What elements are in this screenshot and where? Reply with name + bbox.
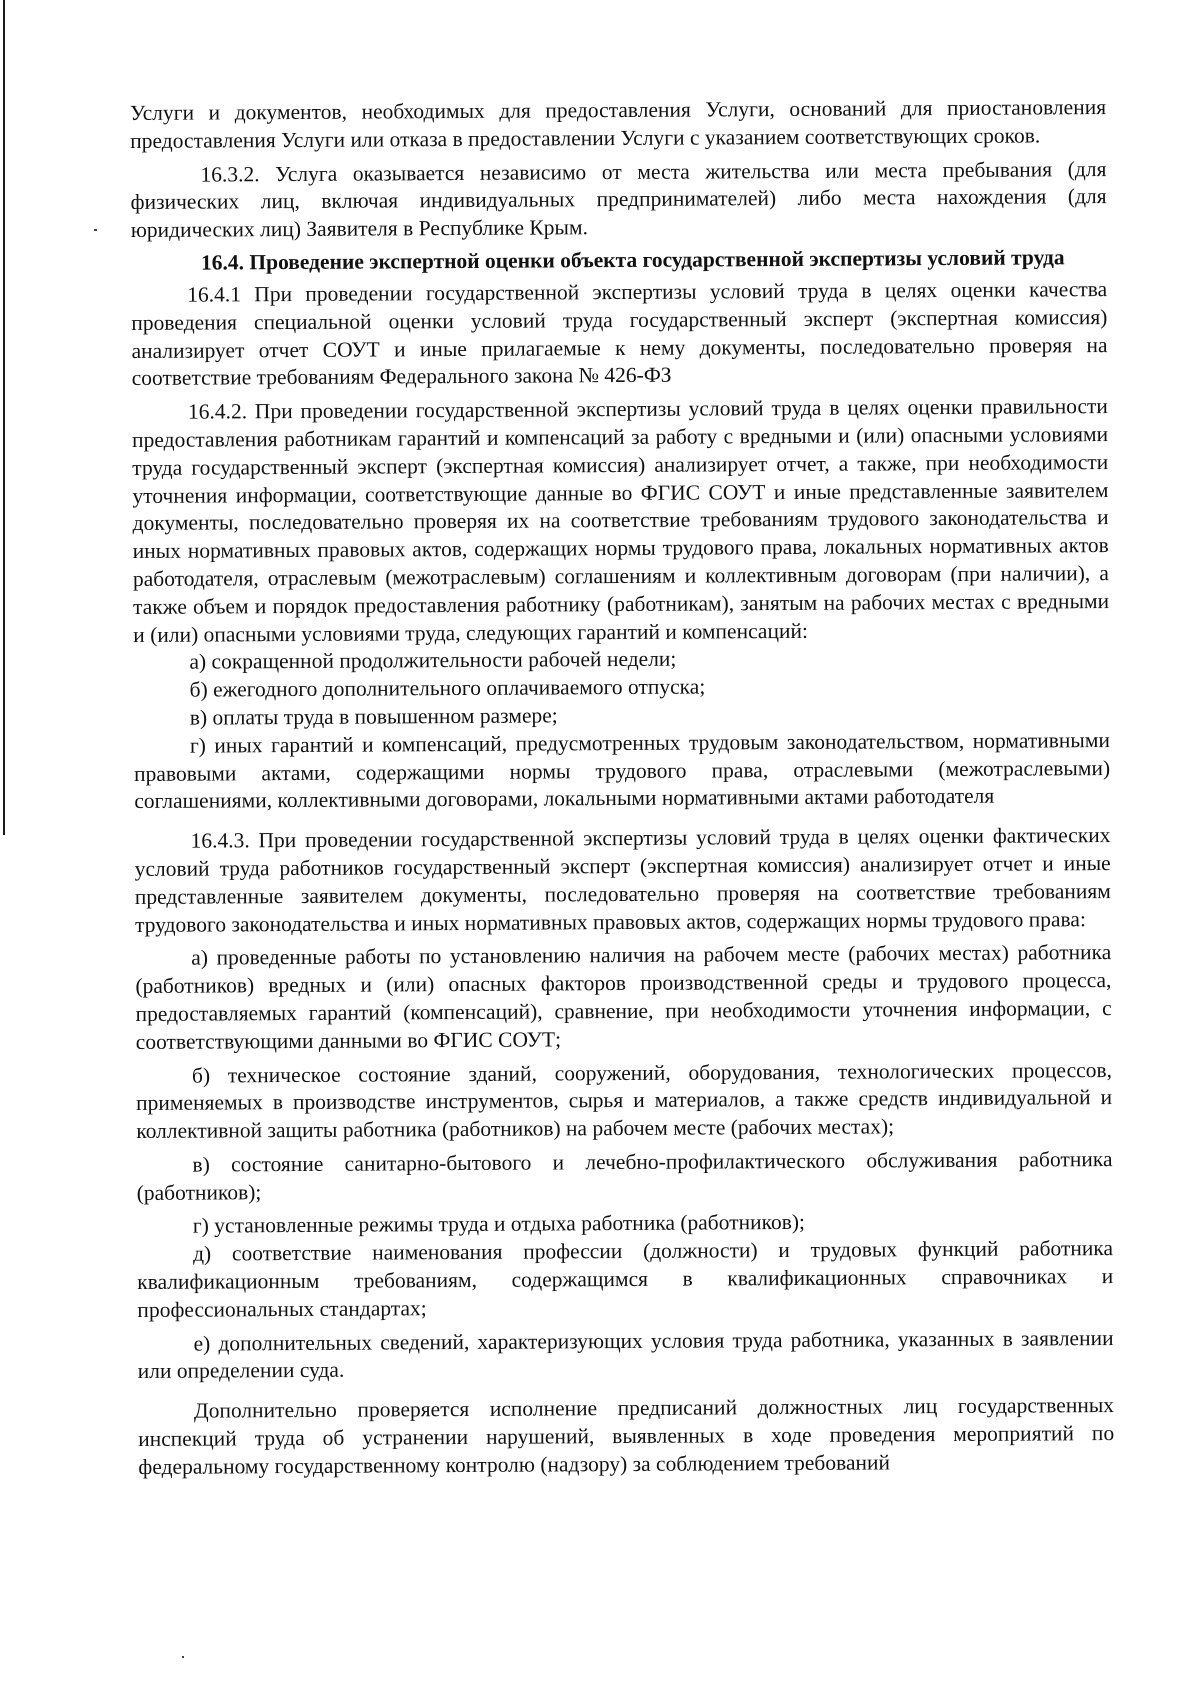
list-item-16-4-3-e: е) дополнительных сведений, характеризующих условия труда работника, указанных в заявлении или определении суда. (137, 1325, 1114, 1384)
paragraph-16-4-1: 16.4.1 При проведении государственной экспертизы условий труда в целях оценки качества проведения специальной оценки условий труда государственный эксперт (экспертная комиссия) анализирует отчет СОУТ и иные прилагаемые к нему документы, последовательно проверяя на соответствие требованиям Федерального закона № 426-ФЗ (131, 277, 1108, 391)
scan-speck (94, 229, 97, 231)
paragraph-16-4-2: 16.4.2. При проведении государственной экспертизы условий труда в целях оценки правильности предоставления работникам гарантий и компенсаций за работу с вредными и (или) опасными условиями труда государственный эксперт (экспертная комиссия) анализирует отчет, а также, при необходимости уточнения информации, соответствующие данные во ФГИС СОУТ и иные представленные заявителем документы, последовательно проверяя их на соответствие требованиям трудового законодательства и иных нормативных правовых актов, содержащих нормы трудового права, локальных нормативных актов работодателя, отраслевым (межотраслевым) соглашениям и коллективным договорам (при наличии), а также объем и порядок предоставления работнику (работникам), занятым на рабочих местах с вредными и (или) опасными условиями труда, следующих гарантий и компенсаций: (132, 394, 1110, 647)
scan-left-edge-line (3, 0, 5, 835)
list-item-16-4-3-b: б) техническое состояние зданий, сооружений, оборудования, технологических процессов, применяемых в производстве инструментов, сырья и материалов, а также средств индивидуальной и коллективной защиты работника (работников) на рабочем месте (рабочих местах); (136, 1057, 1113, 1144)
paragraph-16-4-3: 16.4.3. При проведении государственной экспертизы условий труда в целях оценки фактических условий труда работников государственный эксперт (экспертная комиссия) анализирует отчет и иные представленные заявителем документы, последовательно проверяя на соответствие требованиям трудового законодательства и иных нормативных правовых актов, содержащих нормы трудового права: (134, 823, 1111, 937)
paragraph-additional-check: Дополнительно проверяется исполнение предписаний должностных лиц государственных инспекций труда об устранении нарушений, выявленных в ходе проведения мероприятий по федеральному государственному контролю (надзору) за соблюдением требований (138, 1393, 1115, 1479)
list-item-16-4-2-v: в) оплаты труда в повышенном размере; (189, 703, 558, 730)
section-heading-16-4: 16.4. Проведение экспертной оценки объекта государственной экспертизы условий труда (200, 245, 1065, 275)
list-item-16-4-2-g: г) иных гарантий и компенсаций, предусмотренных трудовым законодательством, нормативными правовыми актами, содержащими нормы трудового права, отраслевыми (межотраслевыми) соглашениями, коллективными договорами, локальными нормативными актами работодателя (134, 727, 1111, 814)
paragraph-16-3-2: 16.3.2. Услуга оказывается независимо от места жительства или места пребывания (для физических лиц, включая индивидуальных предпринимателей) либо места нахождения (для юридических лиц) Заявителя в Республике Крым. (130, 156, 1107, 243)
list-item-16-4-3-a: а) проведенные работы по установлению наличия на рабочем месте (рабочих местах) работника (работников) вредных и (или) опасных факторов производственной среды и трудового процесса, предоставляемых гарантий (компенсаций), сравнение, при необходимости уточнения информации, с соответствующими данными во ФГИС СОУТ; (135, 940, 1112, 1054)
list-item-16-4-3-v: в) состояние санитарно-бытового и лечебно-профилактического обслуживания работника (работников); (136, 1146, 1113, 1205)
paragraph-continuation: Услуги и документов, необходимых для предоставления Услуги, оснований для приостановления предоставления Услуги или отказа в предоставлении Услуги с указанием соответствующих сроков. (130, 95, 1107, 153)
document-page (130, 94, 1114, 1482)
list-item-16-4-2-a: а) сокращенной продолжительности рабочей недели; (189, 647, 677, 674)
list-item-16-4-3-g: г) установленные режимы труда и отдыха работника (работников); (192, 1210, 806, 1239)
list-item-16-4-3-d: д) соответствие наименования профессии (должности) и трудовых функций работника квалификационным требованиям, содержащимся в квалификационных справочниках и профессиональных стандартах; (137, 1236, 1114, 1322)
list-item-16-4-2-b: б) ежегодного дополнительного оплачиваемого отпуска; (189, 674, 706, 702)
scan-speck (182, 1656, 184, 1658)
